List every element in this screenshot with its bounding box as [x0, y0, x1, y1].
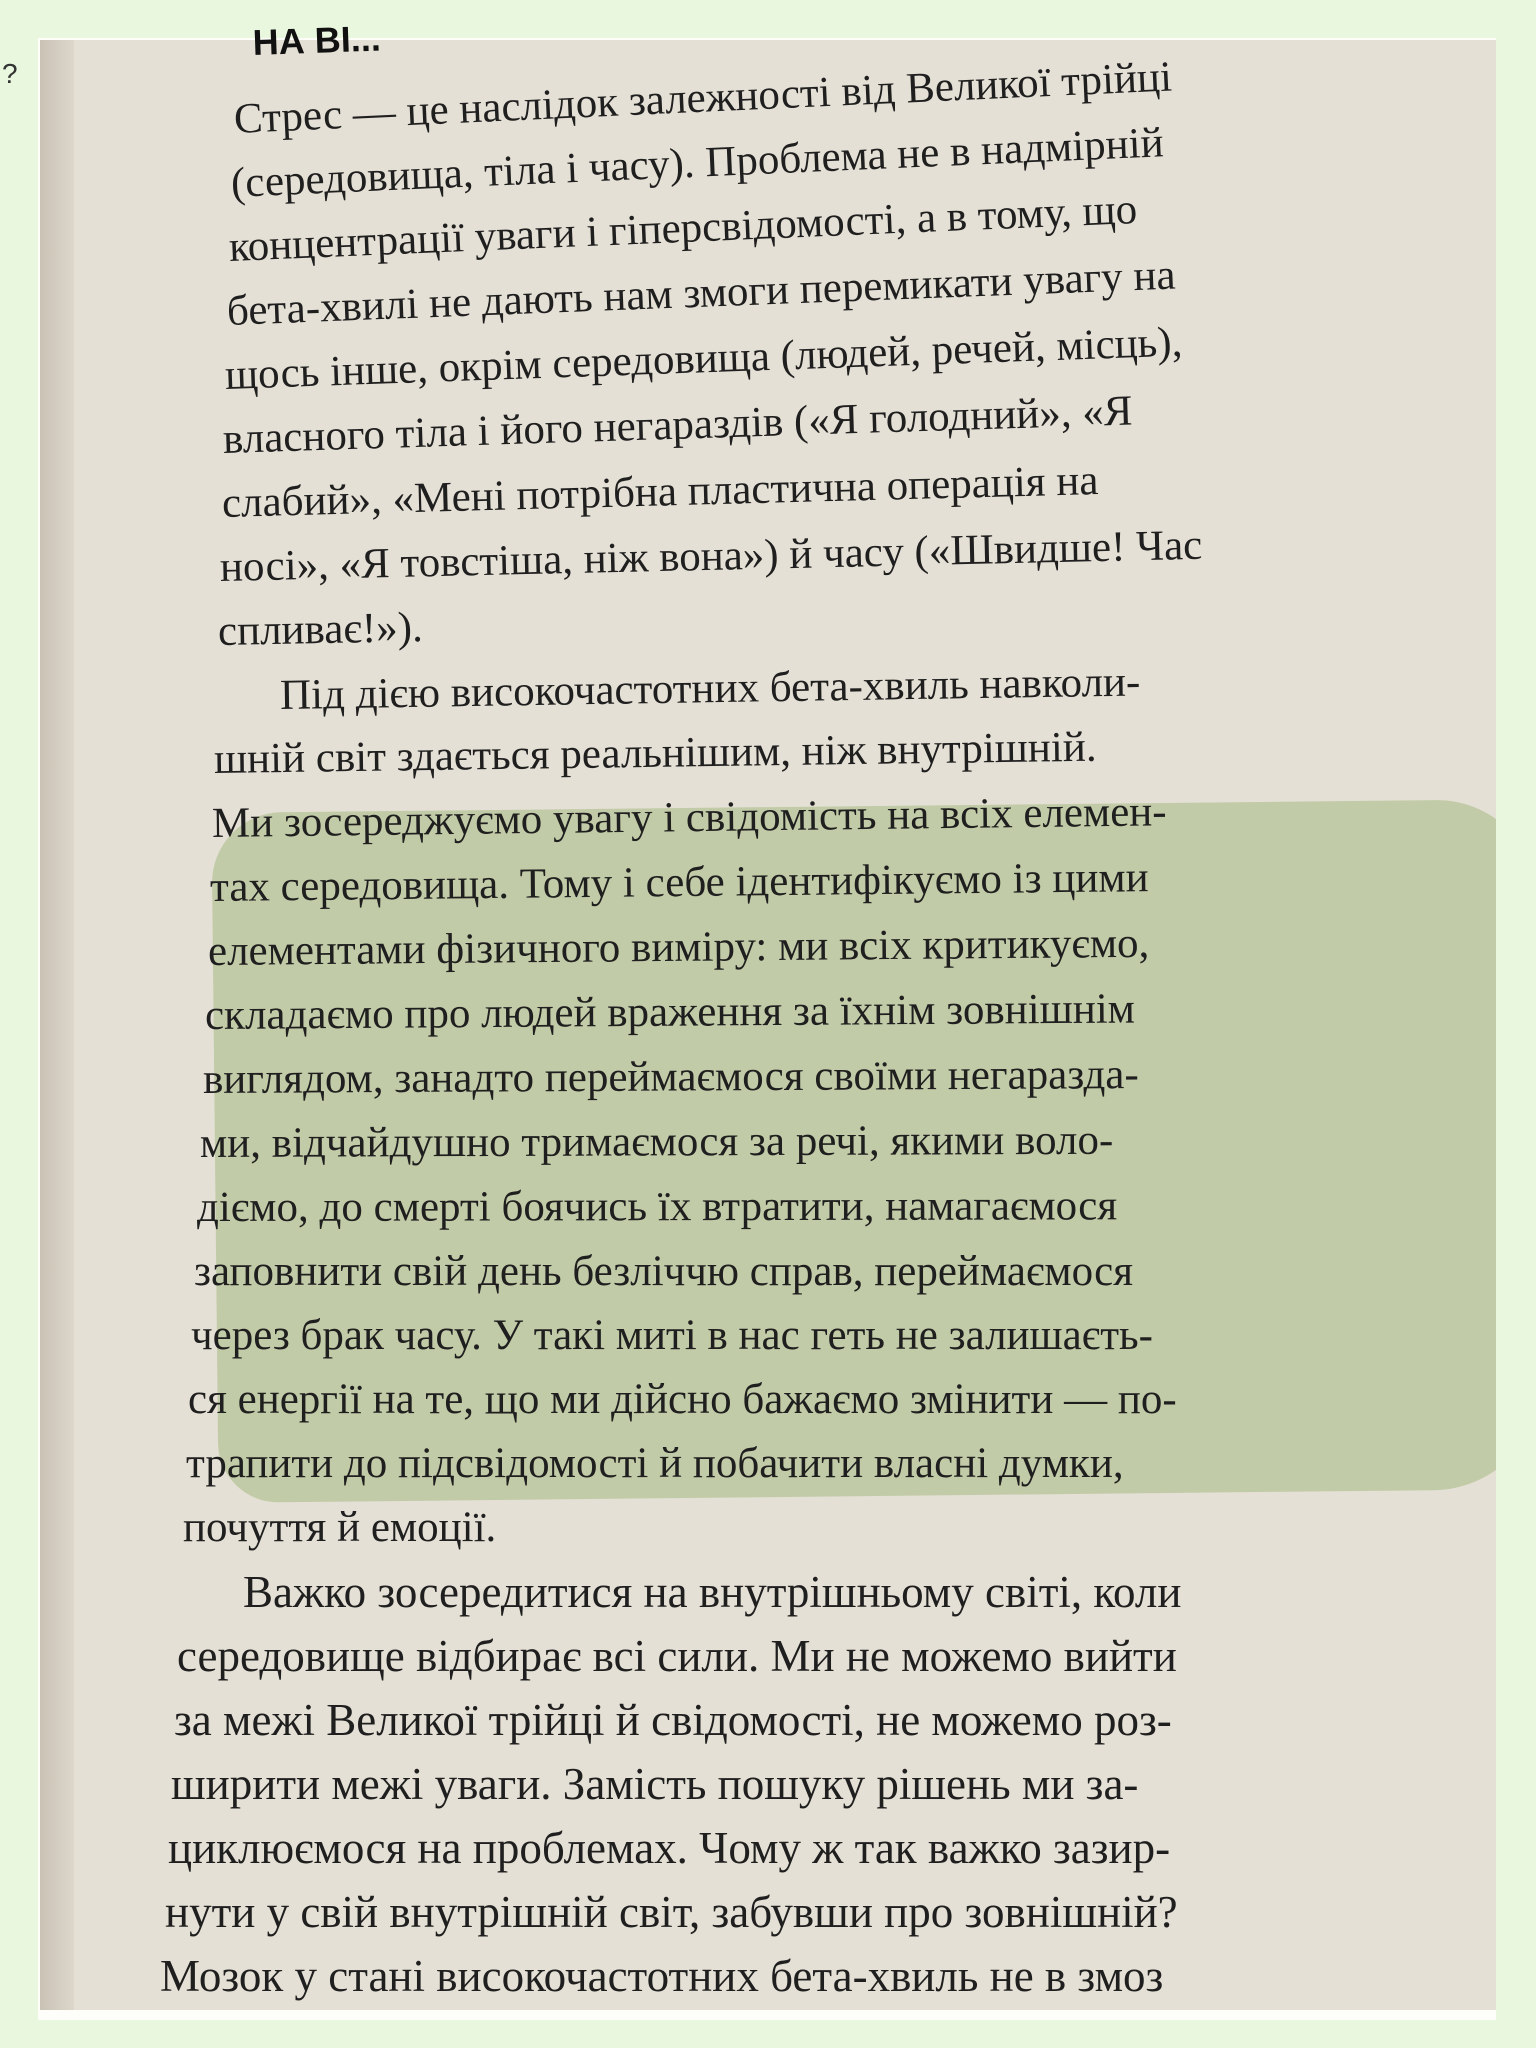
text-line: заповнити свій день безліччю справ, переймаємося	[194, 1248, 1134, 1295]
text-line: Мозок у стані високочастотних бета-хвиль не в змоз	[160, 1951, 1164, 2001]
text-line: нути у свій внутрішній світ, забувши про зовнішній?	[165, 1887, 1178, 1937]
text-line: спливає!»).	[217, 604, 424, 655]
text-line: тах середовища. Тому і себе ідентифікуємо із цими	[209, 854, 1149, 911]
text-line: середовище відбирає всі сили. Ми не можемо вийти	[177, 1631, 1177, 1681]
page-heading: НА ВІ...	[252, 17, 382, 63]
page-gutter	[40, 40, 74, 2010]
text-line: Ми зосереджуємо увагу і свідомість на всіх елемен-	[211, 788, 1167, 847]
text-line: діємо, до смерті боячись їх втратити, намагаємося	[196, 1182, 1118, 1231]
margin-mark: ?	[2, 58, 18, 89]
text-line: бета-хвилі не дають нам змоги перемикати увагу на	[226, 251, 1177, 335]
text-line: складаємо про людей враження за їхнім зовнішнім	[204, 985, 1136, 1039]
text-line: (середовища, тіла і часу). Проблема не в надмірній	[229, 119, 1165, 207]
text-line: ширити межі уваги. Замість пошуку рішень ми за-	[171, 1759, 1139, 1809]
text-line: щось інше, окрім середовища (людей, речей, місць),	[224, 318, 1184, 399]
text-line: ми, відчайдушно тримаємося за речі, якими воло-	[199, 1116, 1114, 1167]
text-line: за межі Великої трійці й свідомості, не можемо роз-	[174, 1695, 1172, 1745]
text-line: власного тіла і його негараздів («Я голодний», «Я	[222, 387, 1134, 463]
text-line: концентрації уваги і гіперсвідомості, а в тому, що	[228, 185, 1138, 271]
text-line: Стрес — це наслідок залежності від Великої трійці	[232, 53, 1173, 143]
text-line: Важко зосередитися на внутрішньому світі, коли	[243, 1567, 1182, 1617]
text-line: циклюємося на проблемах. Чому ж так важко зазир-	[168, 1823, 1171, 1873]
text-line: носі», «Я товстіша, ніж вона») й часу («Швидше! Час	[219, 521, 1203, 591]
text-line: виглядом, занадто переймаємося своїми негаразда-	[202, 1051, 1139, 1103]
text-line: трапити до підсвідомості й побачити власні думки,	[186, 1440, 1124, 1487]
text-line: Під дією високочастотних бета-хвиль навколи-	[279, 658, 1141, 719]
text-line: слабий», «Мені потрібна пластична операція на	[221, 457, 1099, 527]
text-line: елементами фізичного виміру: ми всіх критикуємо,	[207, 919, 1150, 975]
text-line: через брак часу. У такі миті в нас геть не залишаєть-	[191, 1312, 1153, 1359]
text-line: шній світ здається реальнішим, ніж внутрішній.	[213, 723, 1097, 783]
text-line: ся енергії на те, що ми дійсно бажаємо змінити — по-	[188, 1376, 1177, 1423]
text-line: почуття й емоції.	[183, 1504, 497, 1551]
